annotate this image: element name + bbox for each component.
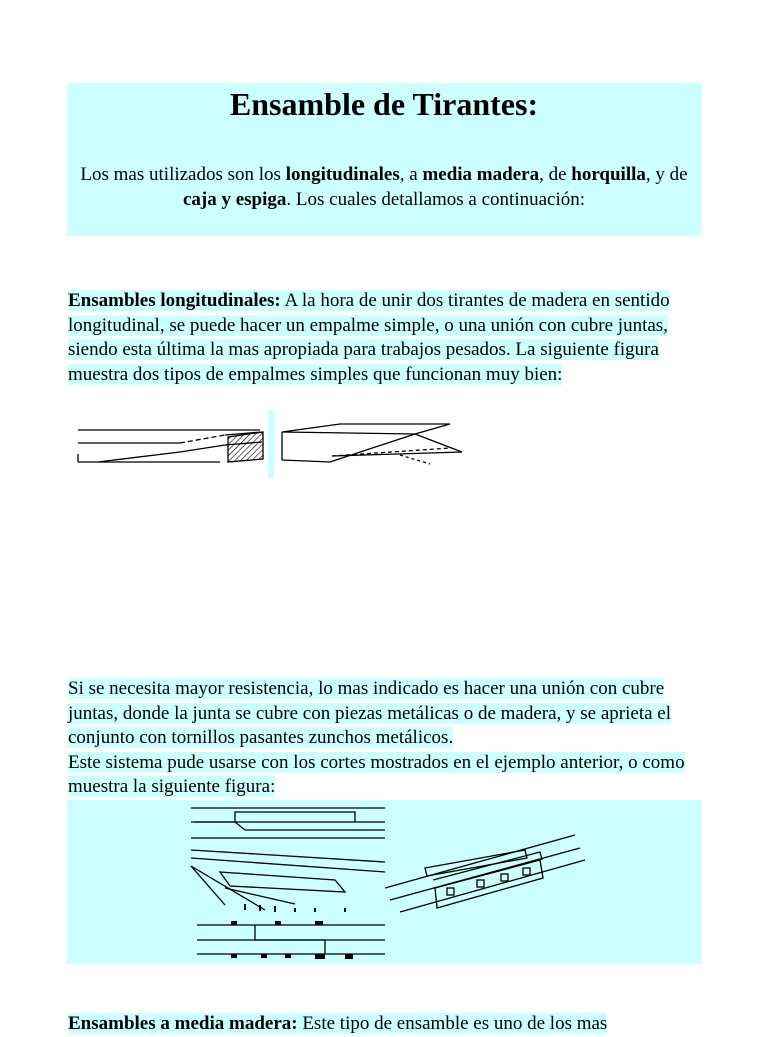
media-madera-heading: Ensambles a media madera:: [68, 1013, 298, 1034]
simple-splice-figure: [70, 410, 470, 480]
scarf-joint-right: [282, 424, 462, 464]
term-longitudinales: longitudinales: [285, 164, 400, 185]
page-title: Ensamble de Tirantes:: [229, 86, 539, 122]
intro-text-3: , de: [539, 164, 572, 185]
cubre-juntas-paragraph: [68, 677, 708, 800]
longitudinal-text: A la hora de unir dos tirantes de madera en sentido longitudinal, se puede hacer un empalme simple, o una unión con cubre juntas, siendo esta última la mas apropiada para trabajos pesados. La siguiente figura muestra dos tipos de empalmes simples que funcionan muy bien:: [68, 290, 670, 385]
intro-text-2: , a: [399, 164, 423, 185]
media-madera-text: Este tipo de ensamble es uno de los mas: [297, 1013, 608, 1034]
longitudinal-heading: Ensambles longitudinales:: [68, 290, 281, 311]
angled-brace-drawing: [191, 850, 385, 912]
term-caja-y-espiga: caja y espiga: [182, 189, 287, 210]
scarf-joint-left: [78, 430, 263, 462]
intro-text-5: . Los cuales detallamos a continuación:: [286, 189, 586, 210]
cubre-juntas-text-1: Si se necesita mayor resistencia, lo mas indicado es hacer una unión con cubre juntas, donde la junta se cubre con piezas metálicas o de madera, y se aprieta el conjunto con tornillos pasantes zunchos metálicos.: [68, 678, 671, 749]
cover-plate-joint-figure: [185, 800, 595, 964]
term-horquilla: horquilla: [571, 164, 646, 185]
media-madera-paragraph: [68, 1012, 708, 1037]
stepped-joint-drawing: [191, 808, 385, 838]
intro-text-1: Los mas utilizados son los: [80, 164, 286, 185]
intro-text-4: , y de: [645, 164, 688, 185]
longitudinal-paragraph: [68, 289, 708, 387]
term-media-madera: media madera: [422, 164, 540, 185]
cover-plate-bolts-drawing: [197, 921, 385, 959]
intro-paragraph: [70, 162, 698, 212]
cubre-juntas-text-2: Este sistema pude usarse con los cortes mostrados en el ejemplo anterior, o como muestra la siguiente figura:: [68, 751, 685, 798]
metal-strap-joint-drawing: [385, 835, 585, 912]
